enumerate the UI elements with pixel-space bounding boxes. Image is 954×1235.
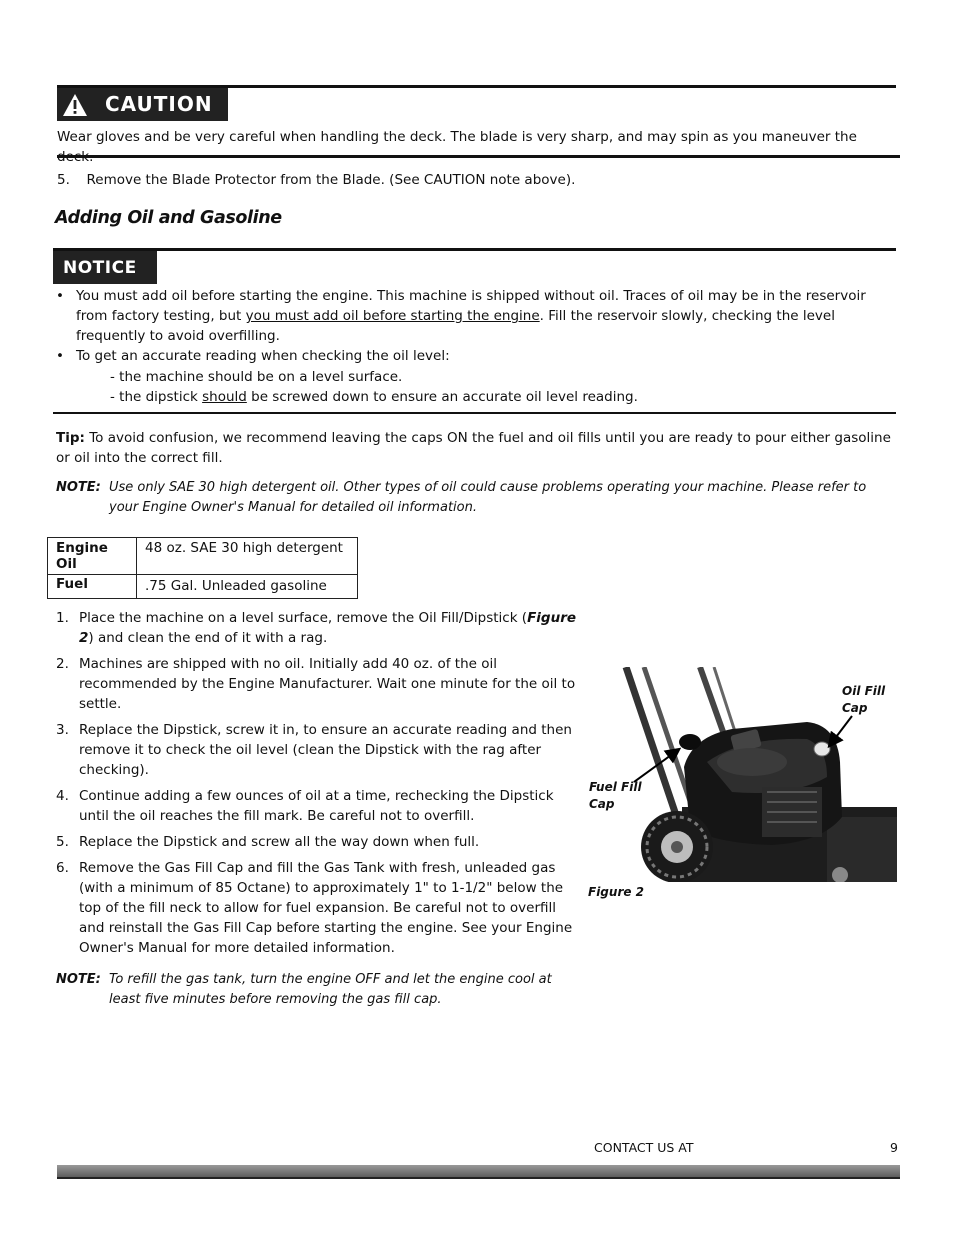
note-text: Use only SAE 30 high detergent oil. Other types of oil could cause problems operating your machine. Please refer to your Engine Owner's Manual for detailed oil information. [109, 480, 867, 515]
label-line: Fuel Fill [589, 780, 642, 794]
notice-sub-item [110, 387, 638, 407]
tip-label: Tip: [56, 430, 85, 446]
footer-contact: CONTACT US AT [594, 1140, 694, 1155]
notice-label: NOTICE [63, 258, 137, 278]
caution-bottom-rule [57, 155, 900, 158]
note-oil [56, 478, 896, 518]
list-item [56, 858, 576, 958]
notice-sub-underlined: should [202, 389, 247, 405]
warning-triangle-icon [62, 93, 88, 117]
note-label: NOTE: [56, 480, 101, 495]
step-number: 4. [56, 788, 69, 804]
step-number: 5. [56, 834, 69, 850]
notice-bullet [56, 346, 896, 366]
spec-value: 48 oz. SAE 30 high detergent [137, 538, 358, 575]
table-row [48, 538, 358, 575]
step-text: Replace the Dipstick, screw it in, to ensure an accurate reading and then remove it to check the oil level (clean the Dipstick with the rag after checking). [79, 722, 572, 778]
oil-fill-cap-label [842, 683, 885, 717]
label-line: Cap [589, 797, 615, 811]
fuel-fill-arrow [634, 750, 678, 782]
step-number: 5. [57, 172, 70, 188]
spec-label: Fuel [48, 575, 137, 599]
callout-arrows [620, 700, 920, 830]
tip-text: To avoid confusion, we recommend leaving the caps ON the fuel and oil fills until you are ready to pour either gasoline or oil into the correct fill. [56, 430, 891, 466]
list-item [56, 654, 576, 714]
figure-reference: Figure 2 [79, 610, 577, 646]
step-text: Place the machine on a level surface, remove the Oil Fill/Dipstick ( [79, 610, 528, 626]
label-line: Oil Fill [842, 684, 886, 698]
step-text: Replace the Dipstick and screw all the way down when full. [79, 834, 480, 850]
notice-bullet-text: To get an accurate reading when checking the oil level: [76, 348, 450, 364]
notice-bullet-text: You must add oil before starting the engine. This machine is shipped without oil. Traces of oil may be in the reservoir from factory testing, but [76, 288, 866, 324]
caution-banner [57, 88, 228, 121]
notice-bottom-rule [53, 412, 896, 414]
oil-fill-arrow [830, 716, 852, 745]
step-number: 6. [56, 860, 69, 876]
fuel-fill-cap-label [589, 779, 642, 813]
note-refill [56, 970, 576, 1010]
spec-label: Engine Oil [48, 538, 137, 575]
list-item [56, 786, 576, 826]
section-title: Adding Oil and Gasoline [55, 208, 282, 228]
caution-text: Wear gloves and be very careful when handling the deck. The blade is very sharp, and may spin as you maneuver the [57, 129, 857, 145]
notice-bullet-underlined: you must add oil before starting the engine [245, 308, 540, 324]
step-text: Remove the Blade Protector from the Blade. (See CAUTION note above). [86, 172, 576, 188]
list-item [56, 832, 576, 852]
tip-paragraph [56, 428, 896, 468]
notice-sub-text: - the dipstick [110, 389, 203, 405]
notice-sub-text: be screwed down to ensure an accurate oil level reading. [246, 389, 638, 405]
step-text: Remove the Gas Fill Cap and fill the Gas Tank with fresh, unleaded gas (with a minimum of 85 Octane) to approximately 1" to 1-1/2" below the top of the fill neck to allow for fuel expansion. Be careful not to overfill and reinstall the Gas Fill Cap before starting the engine. See your Engine Owner's Manual for more detailed information. [79, 860, 573, 956]
notice-top-rule [53, 248, 896, 251]
note-label: NOTE: [56, 972, 101, 987]
step-number: 1. [56, 610, 69, 626]
table-row [48, 575, 358, 599]
blade-protector-step [57, 170, 897, 190]
notice-banner [53, 251, 157, 284]
step-text: Machines are shipped with no oil. Initially add 40 oz. of the oil recommended by the Engine Manufacturer. Wait one minute for the oil to settle. [79, 656, 576, 712]
list-item [56, 720, 576, 780]
notice-bullet-text: . Fill the reservoir slowly, checking the level frequently to avoid overfilling. [76, 308, 835, 344]
step-number: 3. [56, 722, 69, 738]
step-text: ) and clean the end of it with a rag. [88, 630, 328, 646]
page-number: 9 [890, 1140, 898, 1155]
oil-gas-steps [56, 608, 576, 964]
figure-caption: Figure 2 [588, 885, 645, 899]
step-number: 2. [56, 656, 69, 672]
list-item [56, 608, 576, 648]
step-text: Continue adding a few ounces of oil at a time, rechecking the Dipstick until the oil reaches the fill mark. Be careful not to overfill. [79, 788, 554, 824]
notice-bullet [56, 286, 896, 346]
footer-rule [57, 1165, 900, 1179]
spec-value: .75 Gal. Unleaded gasoline [137, 575, 358, 599]
label-line: Cap [842, 701, 868, 715]
oil-fuel-spec-table [47, 537, 358, 599]
note-text: To refill the gas tank, turn the engine OFF and let the engine cool at least five minutes before removing the gas fill cap. [109, 972, 552, 1007]
notice-sub-item: - the machine should be on a level surface. [110, 369, 403, 385]
caution-label: CAUTION [105, 92, 213, 116]
notice-list [56, 286, 896, 366]
